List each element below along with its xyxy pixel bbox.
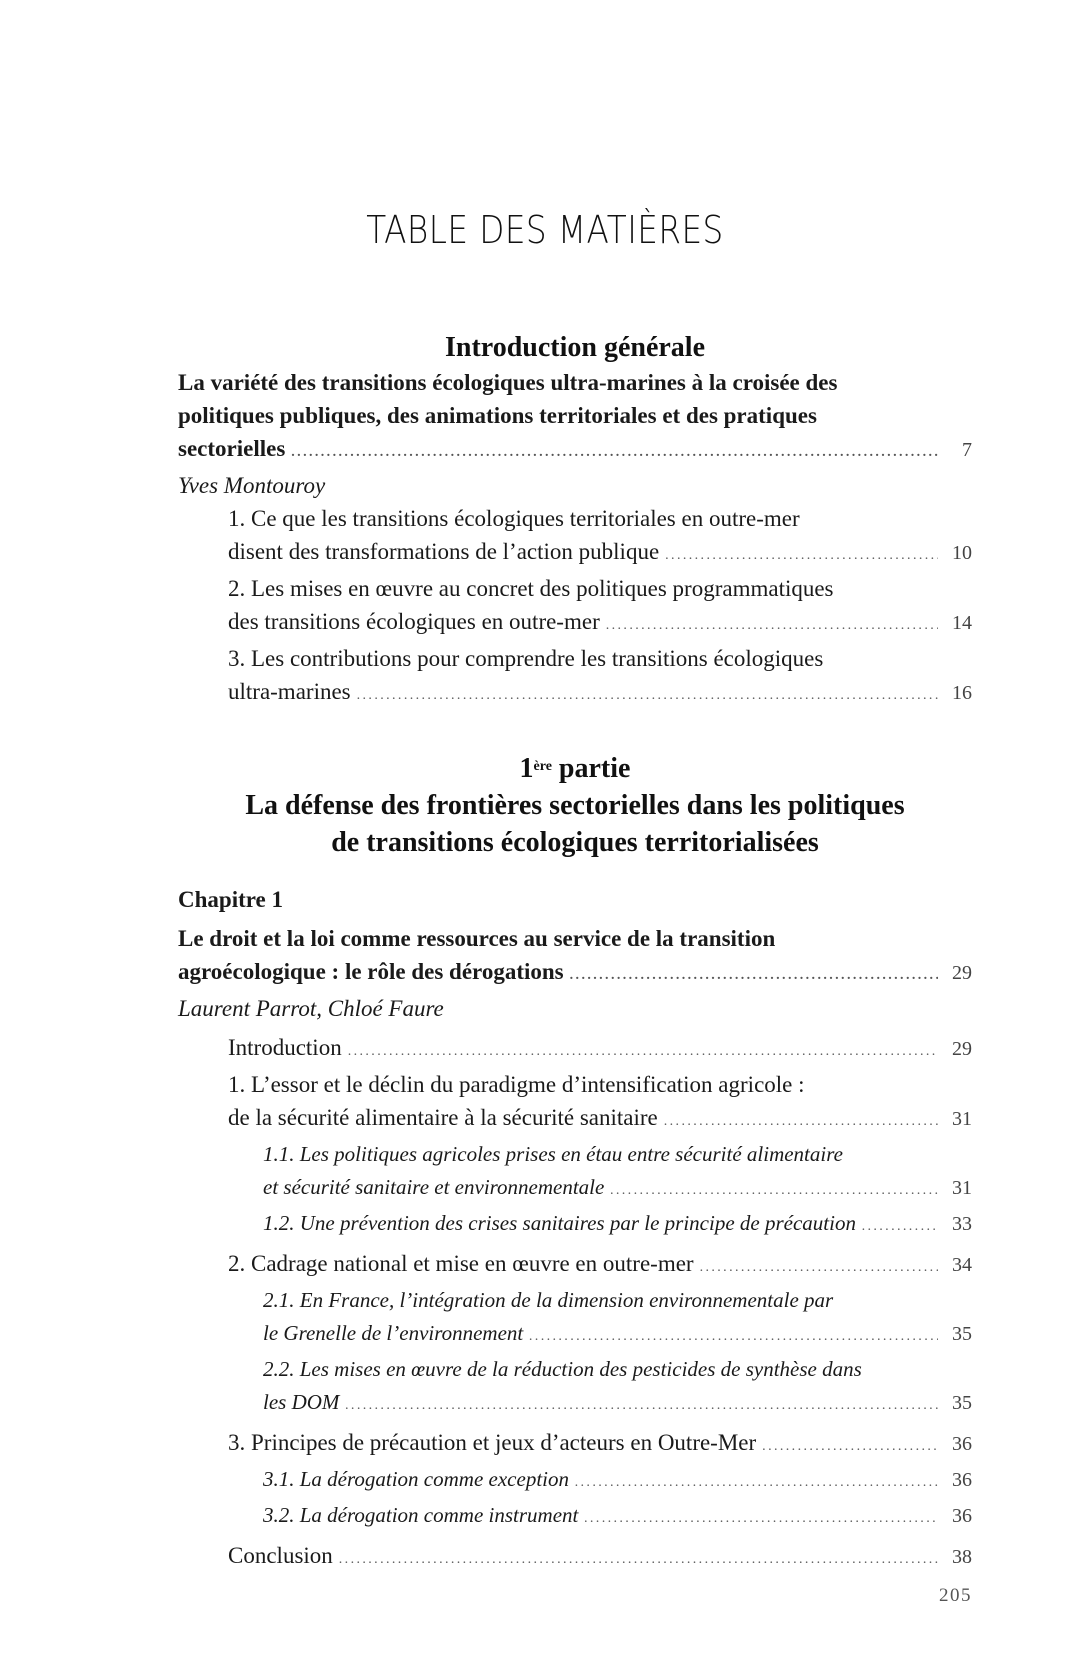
page-number: 205: [939, 1585, 972, 1606]
page-ref: 34: [952, 1254, 972, 1276]
dot-leader: [345, 1389, 938, 1422]
entry-line: 1. L’essor et le déclin du paradigme d’intensification agricole :: [228, 1072, 805, 1097]
page-ref: 33: [952, 1213, 972, 1235]
dot-leader: [606, 609, 938, 642]
chapter-label: Chapitre 1: [178, 887, 283, 912]
entry-line: 3. Principes de précaution et jeux d’acteurs en Outre-Mer: [228, 1430, 757, 1455]
page-ref: 31: [952, 1108, 972, 1130]
entry-line: Introduction: [228, 1035, 342, 1060]
entry-line: 3. Les contributions pour comprendre les transitions écologiques: [228, 646, 824, 671]
page-ref: 29: [952, 962, 972, 984]
toc-entry-section[interactable]: [228, 1031, 972, 1068]
page-ref: 29: [952, 1038, 972, 1060]
toc-entry-section[interactable]: [228, 572, 972, 642]
entry-line: sectorielles: [178, 436, 286, 461]
dot-leader: [584, 1502, 938, 1535]
entry-line: des transitions écologiques en outre-mer: [228, 609, 600, 634]
dot-leader: [664, 1105, 938, 1138]
toc-entry-subsection[interactable]: [263, 1284, 972, 1353]
entry-line: 2. Cadrage national et mise en œuvre en outre-mer: [228, 1251, 694, 1276]
dot-leader: [348, 1035, 938, 1068]
dot-leader: [575, 1466, 938, 1499]
dot-leader: [610, 1174, 938, 1207]
entry-line: 1.1. Les politiques agricoles prises en étau entre sécurité alimentaire: [263, 1142, 843, 1166]
page-ref: 36: [952, 1433, 972, 1455]
part-title-line: de transitions écologiques territorialisées: [331, 827, 819, 858]
dot-leader: [357, 679, 938, 712]
page-ref: 35: [952, 1323, 972, 1345]
toc-entry-subsection[interactable]: [263, 1499, 972, 1535]
entry-line: 2.1. En France, l’intégration de la dimension environnementale par: [263, 1288, 834, 1312]
part-number: 1: [519, 753, 534, 784]
toc-entry-section[interactable]: [228, 1426, 972, 1463]
dot-leader: [862, 1210, 938, 1243]
author: Laurent Parrot, Chloé Faure: [178, 996, 444, 1021]
dot-leader: [339, 1543, 938, 1576]
toc-entry-section[interactable]: [228, 1247, 972, 1284]
dot-leader: [529, 1320, 938, 1353]
dot-leader: [700, 1251, 938, 1284]
toc-entry-subsection[interactable]: [263, 1138, 972, 1207]
dot-leader: [762, 1430, 938, 1463]
entry-line: et sécurité sanitaire et environnementale: [263, 1175, 605, 1199]
part-number-suffix: ère: [533, 759, 552, 774]
toc-entry-chapter[interactable]: [178, 922, 972, 992]
toc-entry-subsection[interactable]: [263, 1353, 972, 1422]
page-ref: 7: [962, 439, 972, 461]
author: Yves Montouroy: [178, 473, 326, 498]
page-ref: 16: [952, 682, 972, 704]
entry-line: Le droit et la loi comme ressources au service de la transition: [178, 926, 776, 951]
entry-line: La variété des transitions écologiques ultra-marines à la croisée des: [178, 370, 838, 395]
toc-entry-section[interactable]: [228, 1539, 972, 1576]
page-ref: 10: [952, 542, 972, 564]
entry-line: 1. Ce que les transitions écologiques territoriales en outre-mer: [228, 506, 800, 531]
entry-line: 2. Les mises en œuvre au concret des politiques programmatiques: [228, 576, 834, 601]
entry-line: les DOM: [263, 1390, 340, 1414]
intro-heading: Introduction générale: [444, 332, 706, 363]
entry-line: 3.2. La dérogation comme instrument: [263, 1503, 579, 1527]
page-ref: 36: [952, 1469, 972, 1491]
toc-content: [178, 330, 972, 1576]
toc-entry-section[interactable]: [228, 1068, 972, 1138]
toc-entry-subsection[interactable]: [263, 1207, 972, 1243]
part-label: partie: [558, 753, 631, 784]
toc-entry-subsection[interactable]: [263, 1463, 972, 1499]
page-ref: 31: [952, 1177, 972, 1199]
page-ref: 14: [952, 612, 972, 634]
entry-line: 3.1. La dérogation comme exception: [263, 1467, 569, 1491]
page-ref: 38: [952, 1546, 972, 1568]
entry-line: agroécologique : le rôle des dérogations: [178, 959, 564, 984]
toc-entry-section[interactable]: [228, 502, 972, 572]
part-heading: [178, 750, 972, 787]
toc-entry-introduction[interactable]: [178, 366, 972, 469]
page-title: TABLE DES MATIÈRES: [366, 208, 724, 252]
dot-leader: [570, 959, 938, 992]
part-title: [178, 787, 972, 861]
entry-line: 2.2. Les mises en œuvre de la réduction des pesticides de synthèse dans: [263, 1357, 862, 1381]
entry-line: de la sécurité alimentaire à la sécurité sanitaire: [228, 1105, 658, 1130]
entry-line: le Grenelle de l’environnement: [263, 1321, 524, 1345]
entry-line: Conclusion: [228, 1543, 333, 1568]
toc-entry-section[interactable]: [228, 642, 972, 712]
entry-line: ultra-marines: [228, 679, 351, 704]
entry-line: politiques publiques, des animations territoriales et des pratiques: [178, 403, 817, 428]
page-ref: 36: [952, 1505, 972, 1527]
dot-leader: [665, 539, 938, 572]
entry-line: 1.2. Une prévention des crises sanitaires par le principe de précaution: [263, 1211, 856, 1235]
part-title-line: La défense des frontières sectorielles dans les politiques: [245, 790, 905, 821]
entry-line: disent des transformations de l’action publique: [228, 539, 660, 564]
dot-leader: [291, 436, 938, 469]
page-ref: 35: [952, 1392, 972, 1414]
